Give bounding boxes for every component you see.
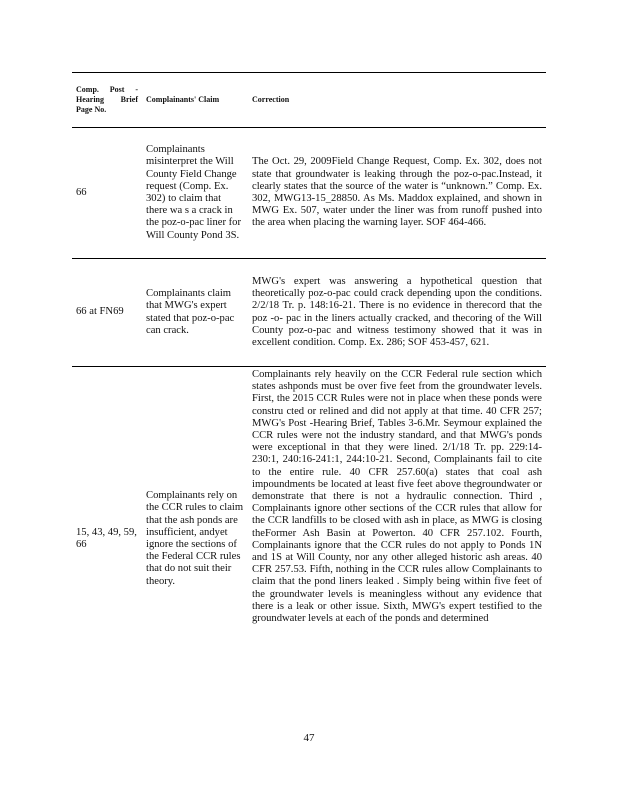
row-claim: Complainants rely on the CCR rules to claim that the ash ponds are insufficient, andyet ignore the sections of the Federal CCR rules that do not suit their theory. <box>142 367 248 712</box>
table-row <box>72 259 546 367</box>
table-row <box>72 367 546 712</box>
row-correction: The Oct. 29, 2009Field Change Request, Comp. Ex. 302, does not state that groundwater is leaking through the poz-o-pac.Instead, it clearly states that the source of the water is “unknown.” Comp. Ex. 302, MWG13-15_28850. As Ms. Maddox explained, and shown in MWG Ex. 507, water under the liner was from runoff pushed into the area when placing the warning layer. SOF 464-466. <box>248 128 546 259</box>
table-row <box>72 128 546 259</box>
row-correction: MWG's expert was answering a hypothetical question that theoretically poz-o-pac could crack depending upon the conditions. 2/2/18 Tr. p. 148:16-21. There is no evidence in therecord that the poz -o- pac in the liners actually cracked, and thecoring of the Will County poz-o-pac and witness testimony showed that it was in excellent condition. Comp. Ex. 286; SOF 453-457, 621. <box>248 259 546 367</box>
corrections-table <box>72 72 546 711</box>
row-claim: Complainants misinterpret the Will County Field Change request (Comp. Ex. 302) to claim that there wa s a crack in the poz-o-pac liner for Will County Pond 3S. <box>142 128 248 259</box>
table-header-row <box>72 73 546 128</box>
row-claim: Complainants claim that MWG's expert stated that poz-o-pac can crack. <box>142 259 248 367</box>
header-page-no: Comp. Post - Hearing Brief Page No. <box>72 73 142 128</box>
page-number: 47 <box>303 732 315 744</box>
row-page-ref: 66 <box>72 128 142 259</box>
header-claim: Complainants' Claim <box>142 73 248 128</box>
header-correction: Correction <box>248 73 546 128</box>
row-correction: Complainants rely heavily on the CCR Federal rule section which states ashponds must be over five feet from the groundwater levels. First, the 2015 CCR Rules were not in place when these ponds were constru cted or relined and did not apply at that time. 40 CFR 257; MWG's Post -Hearing Brief, Tables 3-6.Mr. Seymour explained the CCR rules were not the industry standard, and that MWG's ponds were exceptional in that they were lined. 2/1/18 Tr. pp. 229:14-230:1, 240:16-241:1, 244:10-21. Second, Complainants fail to cite to the entire rule. 40 CFR 257.60(a) states that coal ash impoundments be located at least five feet above thegroundwater or demonstrate that there is not a hydraulic connection. Third , Complainants ignore other sections of the CCR rules that allow for the CCR landfills to be closed with ash in place, as MWG is closing theFormer Ash Basin at Powerton. 40 CFR 257.102. Fourth, Complainants ignore that the CCR rules do not apply to Ponds 1N and 1S at Will County, nor any other alleged historic ash areas. 40 CFR 257.53. Fifth, nothing in the CCR rules allow Complainants to claim that the pond liners leaked . Simply being within five feet of the groundwater levels is meaningless without any evidence that there is a leak or other issue. Sixth, MWG's expert testified to the groundwater levels at each of the ponds and determined <box>248 367 546 712</box>
row-page-ref: 15, 43, 49, 59, 66 <box>72 367 142 712</box>
row-page-ref: 66 at FN69 <box>72 259 142 367</box>
